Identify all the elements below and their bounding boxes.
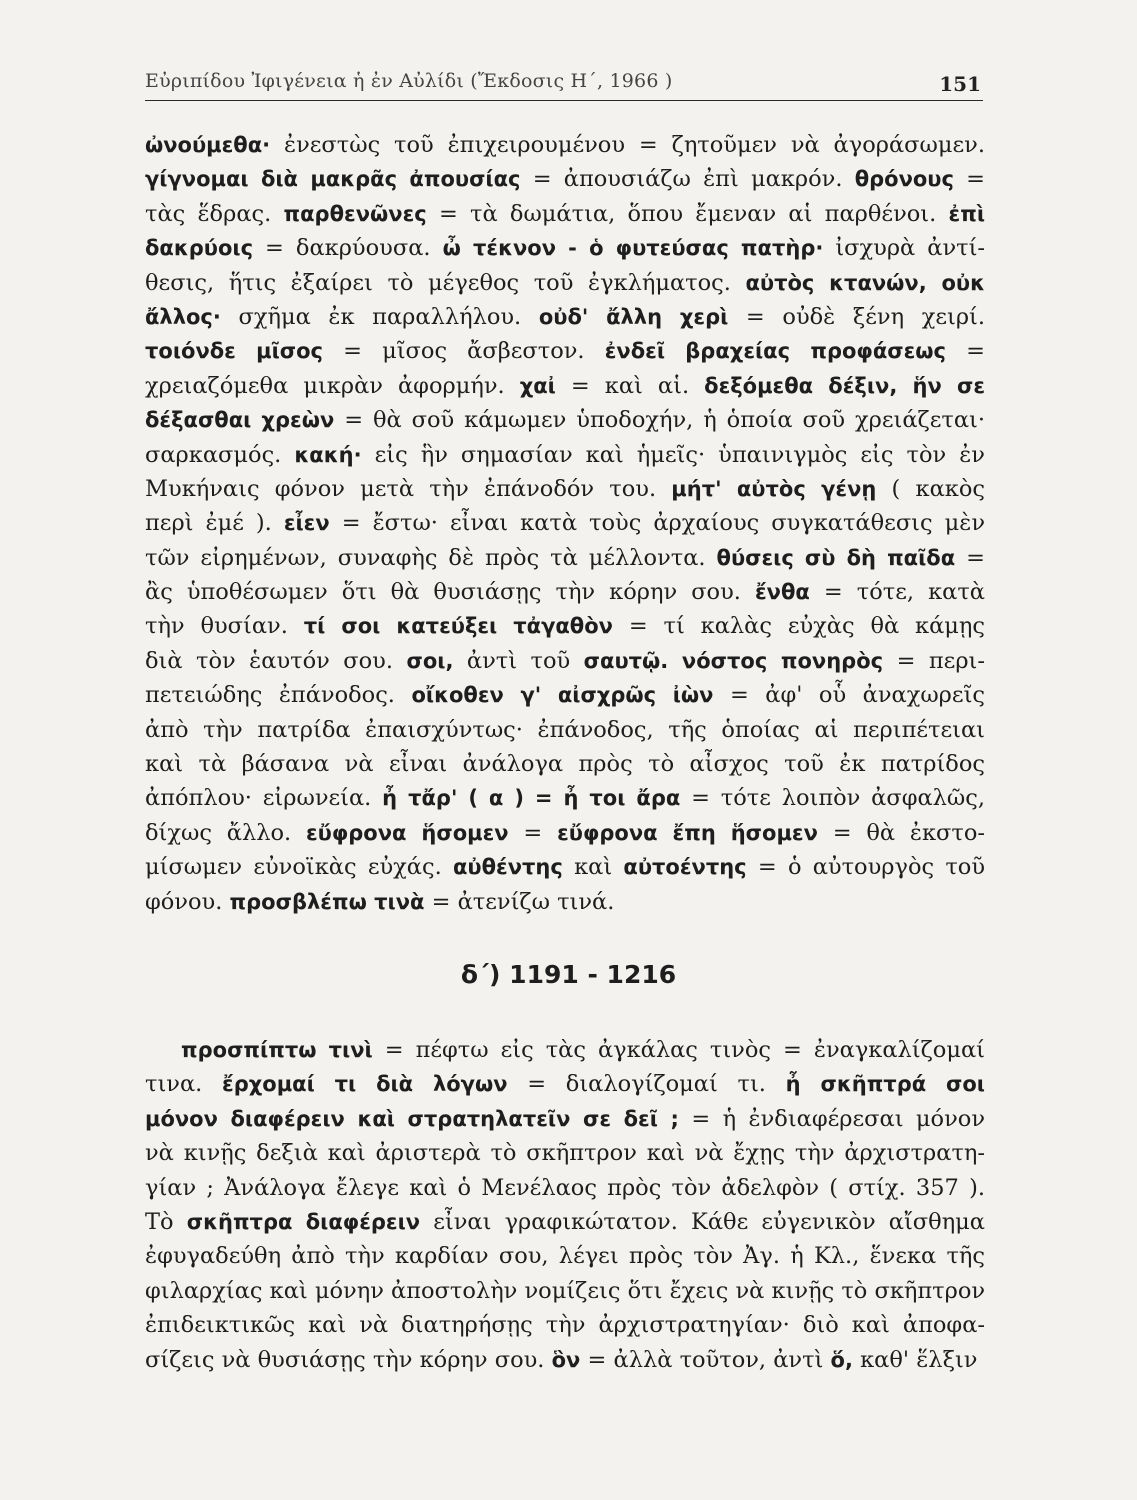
gloss-text: = οὐδὲ ξένη χειρί.	[728, 303, 985, 330]
lemma-term: αὐθέντης	[452, 855, 563, 880]
text-line	[145, 609, 985, 643]
text-line	[145, 197, 985, 231]
lemma-term: γίγνομαι διὰ μακρᾶς ἀπουσίας	[145, 167, 521, 192]
gloss-text: σίζεις νὰ θυσιάσῃς τὴν κόρην σου.	[145, 1346, 552, 1373]
text-line	[145, 885, 985, 919]
commentary-block-1	[145, 128, 985, 919]
gloss-text: = πέφτω εἰς τὰς ἀγκάλας τινὸς = ἐναγκαλίζομαί	[372, 1037, 985, 1063]
running-title: Εὐριπίδου Ἰφιγένεια ἡ ἐν Αὐλίδι (Ἔκδοσις Η΄, 1966 )	[145, 70, 673, 92]
lemma-term: εὔφρονα ἔπη ἥσομεν	[557, 820, 818, 845]
gloss-text: τὰς ἕδρας.	[145, 200, 284, 227]
section-heading: δ΄) 1191 - 1216	[460, 960, 677, 989]
text-line	[145, 1136, 985, 1170]
gloss-text: τὴν θυσίαν.	[145, 613, 304, 640]
lemma-term: μήτ' αὐτὸς γένῃ	[671, 476, 877, 501]
gloss-text: = ὁ αὐτουργὸς τοῦ	[746, 854, 985, 881]
lemma-term: δακρύοις	[145, 236, 254, 261]
gloss-text: ἂς ὑποθέσωμεν ὅτι θὰ θυσιάσῃς τὴν κόρην σου.	[145, 579, 755, 606]
lemma-term: κακή·	[294, 442, 362, 467]
text-line	[145, 644, 985, 678]
gloss-text: τῶν εἰρημένων, συναφὴς δὲ πρὸς τὰ μέλλοντα.	[145, 544, 717, 571]
text-line	[145, 403, 985, 437]
text-line	[145, 438, 985, 472]
gloss-text: ἀπὸ τὴν πατρίδα ἐπαισχύντως· ἐπάνοδος, τῆς ὁποίας αἱ περιπέτειαι	[145, 716, 985, 743]
text-line	[145, 1343, 985, 1377]
gloss-text: νὰ κινῇς δεξιὰ καὶ ἀριστερὰ τὸ σκῆπτρον καὶ νὰ ἔχῃς τὴν ἀρχιστρατη-	[145, 1140, 985, 1167]
lemma-term: εὔφρονα ἥσομεν	[305, 820, 509, 845]
gloss-text: φιλαρχίας καὶ μόνην ἀποστολὴν νομίζεις ὅτι ἔχεις νὰ κινῇς τὸ σκῆπτρον	[145, 1277, 985, 1304]
lemma-term: αὐτοέντης	[623, 855, 747, 880]
text-line	[145, 1102, 985, 1136]
lemma-term: ἦ τἄρ' ( α ) = ἦ τοι ἄρα	[382, 786, 681, 811]
gloss-text: πετειώδης ἐπάνοδος.	[145, 682, 412, 709]
gloss-text: Τὸ	[145, 1208, 187, 1235]
lemma-term: ὠνούμεθα·	[145, 133, 271, 157]
lemma-term: ὃν	[551, 1347, 581, 1372]
text-line	[145, 1033, 985, 1067]
gloss-text: δίχως ἄλλο.	[145, 819, 306, 846]
gloss-text: θεσις, ἥτις ἐξαίρει τὸ μέγεθος τοῦ ἐγκλήματος.	[145, 269, 746, 296]
lemma-term: ἐνδεῖ βραχείας προφάσεως	[604, 339, 947, 364]
lemma-term: ὦ τέκνον - ὁ φυτεύσας πατὴρ·	[442, 236, 824, 261]
text-line	[145, 781, 985, 815]
gloss-text: = δακρύουσα.	[253, 235, 443, 262]
gloss-text: = ἀφ' οὗ ἀναχωρεῖς	[713, 682, 985, 709]
text-line	[145, 1205, 985, 1239]
text-line	[145, 816, 985, 850]
text-line	[145, 128, 985, 162]
gloss-text: γίαν ; Ἀνάλογα ἔλεγε καὶ ὁ Μενέλαος πρὸς τὸν ἀδελφὸν ( στίχ. 357 ).	[145, 1174, 985, 1201]
gloss-text: = ἡ ἐνδιαφέρεσαι μόνον	[678, 1105, 985, 1132]
gloss-text: = ἀπουσιάζω ἐπὶ μακρόν.	[520, 166, 855, 193]
gloss-text: ἐνεστὼς τοῦ ἐπιχειρουμένου = ζητοῦμεν νὰ ἀγοράσωμεν.	[270, 132, 985, 158]
lemma-term: ἄλλος·	[145, 304, 221, 329]
gloss-text: = τότε, κατὰ	[809, 579, 985, 606]
text-line	[145, 575, 985, 609]
lemma-term: ὅ,	[830, 1347, 853, 1372]
gloss-text: = ἔστω· εἶναι κατὰ τοὺς ἀρχαίους συγκατάθεσις μὲν	[329, 510, 985, 537]
gloss-text: ( κακὸς	[876, 475, 985, 502]
lemma-term: σαυτῷ. νόστος πονηρὸς	[583, 648, 884, 673]
gloss-text: καὶ τὰ βάσανα νὰ εἶναι ἀνάλογα πρὸς τὸ αἶσχος τοῦ ἐκ πατρίδος	[145, 751, 985, 778]
lemma-term: παρθενῶνες	[283, 201, 427, 226]
gloss-text: τινα.	[145, 1071, 222, 1098]
gloss-text: διὰ τὸν ἑαυτόν σου.	[145, 647, 407, 674]
text-line	[145, 162, 985, 196]
text-line	[145, 1067, 985, 1101]
lemma-term: ἦ σκῆπτρά σοι	[785, 1072, 985, 1097]
lemma-term: τοιόνδε μῖσος	[145, 339, 324, 364]
gloss-text: μίσωμεν εὐνοϊκὰς εὐχάς.	[145, 854, 453, 881]
text-line	[145, 541, 985, 575]
gloss-text: εἶναι γραφικώτατον. Κάθε εὐγενικὸν αἴσθημα	[420, 1208, 985, 1235]
text-line	[145, 1239, 985, 1273]
text-line	[145, 1274, 985, 1308]
text-line	[145, 369, 985, 403]
gloss-text: ἐπιδεικτικῶς καὶ νὰ διατηρήσῃς τὴν ἀρχιστρατηγίαν· διὸ καὶ ἀποφα-	[145, 1312, 985, 1339]
gloss-text: καὶ	[562, 854, 624, 881]
lemma-term: αὐτὸς κτανών, οὐκ	[745, 270, 985, 295]
gloss-text: Μυκήναις φόνον μετὰ τὴν ἐπάνοδόν του.	[145, 475, 672, 502]
lemma-term: οἴκοθεν γ' αἰσχρῶς ἰὼν	[411, 683, 714, 708]
lemma-term: ἔνθα	[754, 580, 810, 605]
gloss-text: = περι-	[883, 647, 985, 674]
text-line	[145, 1171, 985, 1205]
lemma-term: ἔρχομαί τι διὰ λόγων	[222, 1072, 508, 1097]
gloss-text: χρειαζόμεθα μικρὰν ἀφορμήν.	[145, 372, 520, 399]
gloss-text: σαρκασμός.	[145, 441, 295, 468]
gloss-text: ἀπόπλου· εἰρωνεία.	[145, 785, 383, 812]
page-number: 151	[939, 72, 981, 96]
gloss-text: =	[508, 819, 558, 846]
text-line	[145, 334, 985, 368]
gloss-text: ἀντὶ τοῦ	[453, 647, 584, 674]
gloss-text: φόνου.	[145, 888, 230, 915]
gloss-text: = μῖσος ἄσβεστον.	[323, 338, 605, 365]
lemma-term: οὐδ' ἄλλη χερὶ	[538, 304, 729, 329]
text-line	[145, 713, 985, 747]
gloss-text: = ἀλλὰ τοῦτον, ἀντὶ	[580, 1346, 831, 1373]
gloss-text: = καὶ αἱ.	[555, 372, 705, 399]
page-header	[145, 66, 983, 101]
gloss-text: =	[946, 338, 985, 365]
lemma-term: σοι,	[406, 648, 454, 673]
lemma-term: προσπίπτω τινὶ	[181, 1038, 373, 1062]
lemma-term: τί σοι κατεύξει τἀγαθὸν	[303, 614, 613, 639]
lemma-term: δεξόμεθα δέξιν, ἥν σε	[704, 373, 985, 398]
lemma-term: προσβλέπω τινὰ	[229, 889, 425, 914]
gloss-text: = τὰ δωμάτια, ὅπου ἔμεναν αἱ παρθένοι.	[426, 200, 949, 227]
gloss-text: = θὰ ἐκστο-	[817, 819, 985, 846]
gloss-text: = διαλογίζομαί τι.	[507, 1071, 786, 1098]
text-line	[145, 266, 985, 300]
lemma-term: εἶεν	[283, 511, 330, 536]
lemma-term: χαἰ	[519, 373, 556, 398]
text-line	[145, 472, 985, 506]
text-line	[145, 506, 985, 540]
text-line	[145, 850, 985, 884]
lemma-term: δέξασθαι χρεὼν	[145, 408, 335, 433]
gloss-text: καθ' ἕλξιν	[852, 1346, 978, 1373]
text-line	[145, 231, 985, 265]
commentary-block-2	[145, 1033, 985, 1377]
text-line	[145, 678, 985, 712]
gloss-text: =	[955, 544, 985, 571]
lemma-term: θύσεις σὺ δὴ παῖδα	[716, 545, 956, 570]
gloss-text: = τί καλὰς εὐχὰς θὰ κάμῃς	[612, 613, 985, 640]
lemma-term: μόνον διαφέρειν καὶ στρατηλατεῖν σε δεῖ ;	[145, 1106, 679, 1131]
gloss-text: =	[953, 166, 985, 193]
gloss-text: ἐφυγαδεύθη ἀπὸ τὴν καρδίαν σου, λέγει πρὸς τὸν Ἀγ. ἡ Κλ., ἕνεκα τῆς	[145, 1243, 985, 1270]
text-line	[145, 747, 985, 781]
gloss-text: = θὰ σοῦ κάμωμεν ὑποδοχήν, ἡ ὁποία σοῦ χρειάζεται·	[334, 407, 985, 434]
gloss-text: ἰσχυρὰ ἀντί-	[823, 235, 985, 262]
gloss-text: σχῆμα ἐκ παραλλήλου.	[220, 303, 539, 330]
lemma-term: σκῆπτρα διαφέρειν	[186, 1209, 421, 1234]
text-line	[145, 300, 985, 334]
lemma-term: ἐπὶ	[948, 201, 985, 226]
gloss-text: εἰς ἣν σημασίαν καὶ ἡμεῖς· ὑπαινιγμὸς εἰς τὸν ἐν	[361, 441, 985, 468]
gloss-text: = ἀτενίζω τινά.	[424, 888, 615, 915]
lemma-term: θρόνους	[854, 167, 954, 192]
gloss-text: περὶ ἐμέ ).	[145, 510, 284, 537]
text-line	[145, 1308, 985, 1342]
gloss-text: = τότε λοιπὸν ἀσφαλῶς,	[680, 785, 985, 812]
